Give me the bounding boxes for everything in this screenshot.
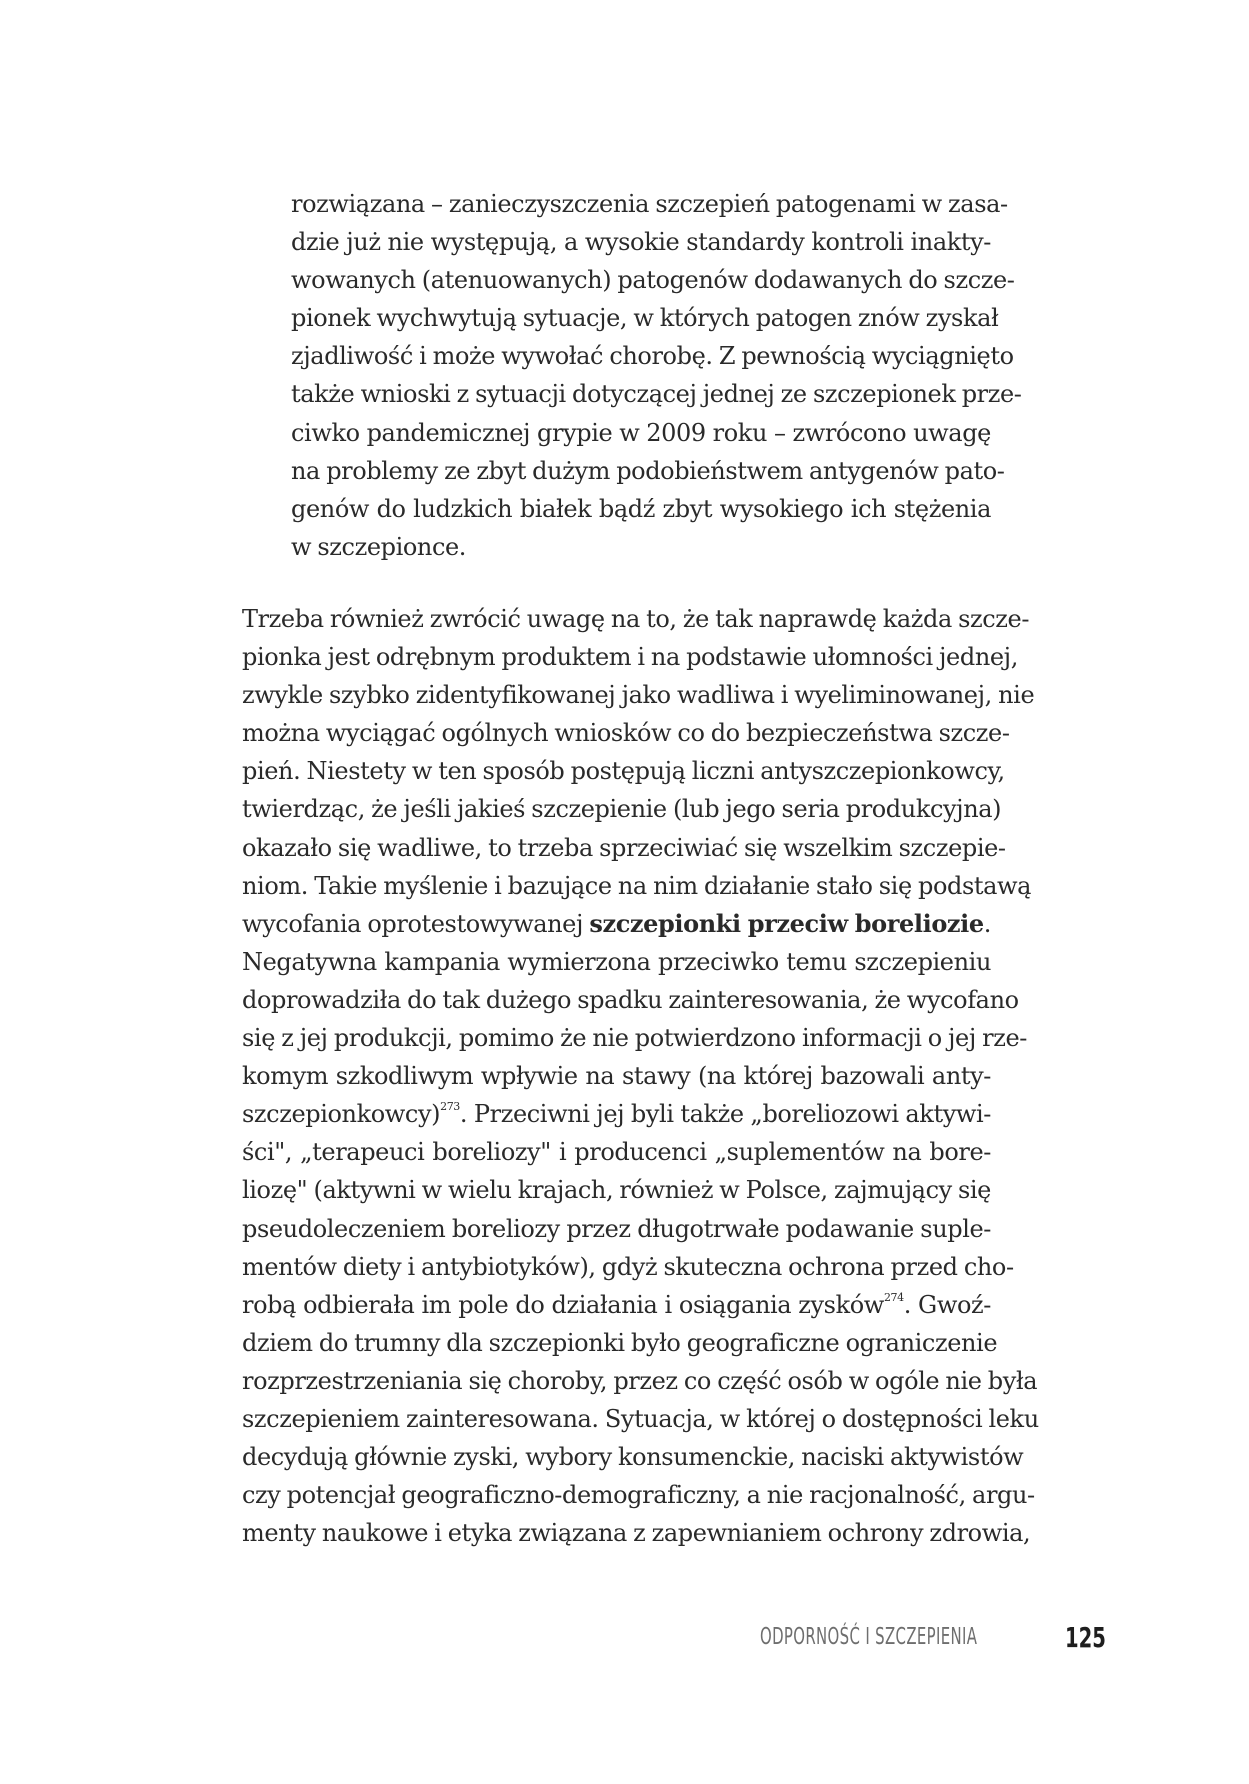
- body-line: okazało się wadliwe, to trzeba sprzeciwiać się wszelkim szczepie-: [242, 833, 1006, 862]
- body-line: pień. Niestety w ten sposób postępują liczni antyszczepionkowcy,: [242, 757, 1005, 786]
- body-line: [242, 905, 991, 943]
- body-line: się z jej produkcji, pomimo że nie potwierdzono informacji o jej rze-: [242, 1024, 1027, 1053]
- body-line: menty naukowe i etyka związana z zapewnianiem ochrony zdrowia,: [242, 1519, 1031, 1548]
- footnote-ref: 273: [440, 1100, 460, 1114]
- body-text: . Gwoź-: [903, 1290, 991, 1319]
- body-text: robą odbierała im pole do działania i osiągania zysków: [242, 1290, 884, 1319]
- body-line: Negatywna kampania wymierzona przeciwko temu szczepieniu: [242, 947, 991, 976]
- body-line: pseudoleczeniem boreliozy przez długotrwałe podawanie suple-: [242, 1214, 991, 1243]
- quote-line: pionek wychwytują sytuacje, w których patogen znów zyskał: [291, 304, 999, 333]
- indented-quote-block: [291, 185, 1022, 566]
- body-line: liozę" (aktywni w wielu krajach, również w Polsce, zajmujący się: [242, 1176, 991, 1205]
- body-line: komym szkodliwym wpływie na stawy (na której bazowali anty-: [242, 1062, 991, 1091]
- body-line: ści", „terapeuci boreliozy" i producenci „suplementów na bore-: [242, 1138, 991, 1167]
- body-line: doprowadziła do tak dużego spadku zainteresowania, że wycofano: [242, 985, 1019, 1014]
- body-line: [242, 1095, 991, 1133]
- quote-line: zjadliwość i może wywołać chorobę. Z pewnością wyciągnięto: [291, 342, 1014, 371]
- body-line: twierdząc, że jeśli jakieś szczepienie (lub jego seria produkcyjna): [242, 795, 1002, 824]
- quote-line: także wnioski z sytuacji dotyczącej jednej ze szczepionek prze-: [291, 380, 1022, 409]
- body-line: pionka jest odrębnym produktem i na podstawie ułomności jednej,: [242, 643, 1018, 672]
- quote-line: wowanych (atenuowanych) patogenów dodawanych do szcze-: [291, 266, 1015, 295]
- quote-line: na problemy ze zbyt dużym podobieństwem antygenów pato-: [291, 456, 1005, 485]
- body-line: [242, 1286, 991, 1324]
- quote-line: dzie już nie występują, a wysokie standardy kontroli inakty-: [291, 228, 991, 257]
- body-line: szczepieniem zainteresowana. Sytuacja, w której o dostępności leku: [242, 1404, 1039, 1433]
- body-text: . Przeciwni jej byli także „boreliozowi aktywi-: [459, 1100, 991, 1129]
- body-text: wycofania oprotestowywanej: [242, 909, 590, 938]
- quote-line: ciwko pandemicznej grypie w 2009 roku – zwrócono uwagę: [291, 418, 991, 447]
- body-line: niom. Takie myślenie i bazujące na nim działanie stało się podstawą: [242, 871, 1032, 900]
- body-line: rozprzestrzeniania się choroby, przez co część osób w ogóle nie była: [242, 1366, 1038, 1395]
- body-line: decydują głównie zyski, wybory konsumenckie, naciski aktywistów: [242, 1443, 1024, 1472]
- quote-line: rozwiązana – zanieczyszczenia szczepień patogenami w zasa-: [291, 190, 1008, 218]
- body-line: Trzeba również zwrócić uwagę na to, że tak naprawdę każda szcze-: [242, 605, 1030, 633]
- body-line: dziem do trumny dla szczepionki było geograficzne ograniczenie: [242, 1328, 998, 1357]
- running-title: ODPORNOŚĆ I SZCZEPIENIA: [760, 1624, 978, 1650]
- bold-term: szczepionki przeciw boreliozie: [589, 908, 984, 938]
- body-line: czy potencjał geograficzno-demograficzny, a nie racjonalność, argu-: [242, 1481, 1035, 1510]
- page-number: 125: [1065, 1621, 1106, 1654]
- body-line: zwykle szybko zidentyfikowanej jako wadliwa i wyeliminowanej, nie: [242, 681, 1035, 710]
- body-text: szczepionkowcy): [242, 1100, 441, 1129]
- footnote-ref: 274: [883, 1290, 904, 1304]
- body-line: mentów diety i antybiotyków), gdyż skuteczna ochrona przed cho-: [242, 1252, 1014, 1281]
- quote-line: genów do ludzkich białek bądź zbyt wysokiego ich stężenia: [291, 494, 991, 523]
- body-text: .: [983, 909, 991, 938]
- body-paragraph: [242, 600, 1039, 1552]
- quote-line: w szczepionce.: [291, 532, 467, 561]
- body-line: można wyciągać ogólnych wniosków co do bezpieczeństwa szcze-: [242, 719, 1010, 748]
